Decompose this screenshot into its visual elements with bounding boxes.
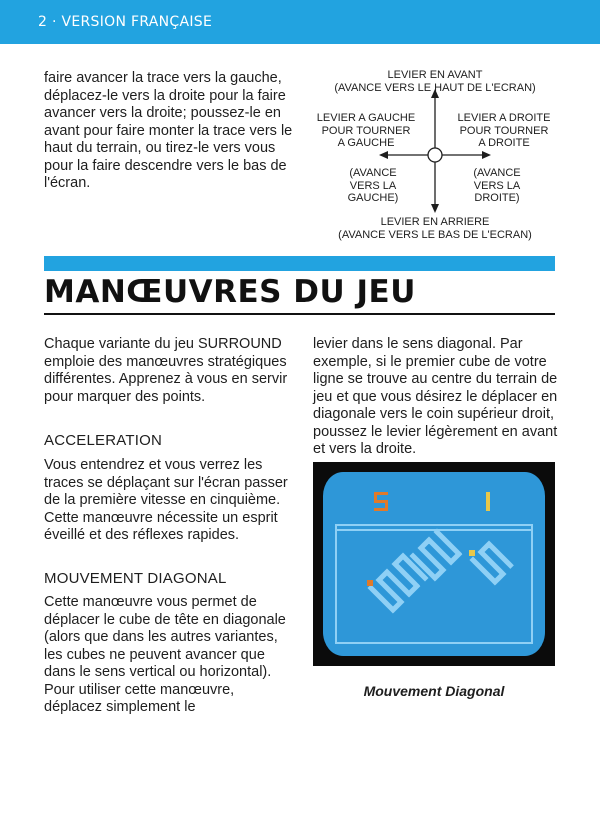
diagram-label-lower-left: (AVANCE VERS LA GAUCHE) — [347, 167, 399, 204]
diagonal-paragraph: Cette manœuvre vous permet de déplacer le cube de tête en diagonale (alors que dans les autres variantes, les cubes ne peuvent avancer que dans le sens vertical ou horizontal). Pour utiliser cette manœuvre, déplacez simplement le — [44, 594, 286, 715]
diagram-label-lower-right: (AVANCE VERS LA DROITE) — [473, 167, 521, 204]
title-underline — [44, 313, 555, 315]
figure-caption: Mouvement Diagonal — [363, 683, 505, 699]
intro-paragraph: faire avancer la trace vers la gauche, déplacez-le vers la droite pour la faire avancer vers la droite; poussez-le en avant pour faire monter la trace vers le haut du terrain, ou tirez-le vers vous pour la faire descendre vers le bas de l'écran. — [44, 70, 293, 191]
left-arrow-icon — [379, 151, 388, 159]
diagonal-trail — [371, 532, 511, 610]
section-title: MANŒUVRES DU JEU — [44, 274, 416, 310]
acceleration-heading: ACCELERATION — [44, 432, 162, 449]
score-left-digit — [374, 492, 388, 511]
arena-top-line-inner — [335, 529, 533, 531]
diagram-label-right: LEVIER A DROITE POUR TOURNER A DROITE — [457, 112, 551, 149]
down-arrow-icon — [431, 204, 439, 213]
arena-left-line — [335, 524, 337, 644]
right-column-paragraph: levier dans le sens diagonal. Par exemple, si le premier cube de votre ligne se trouve au centre du terrain de jeu et que vous désirez le déplacer en diagonale vers le coin supérieur droit, poussez le levier légèrement en avant et vers la droite. — [313, 336, 558, 457]
acceleration-paragraph: Vous entendrez et vous verrez les traces se déplaçant sur l'écran passer de la première vitesse en cinquième. Cette manœuvre nécessite un esprit éveillé et des réflexes rapides. — [44, 457, 288, 543]
arena-right-line — [531, 524, 533, 644]
diagonal-heading: MOUVEMENT DIAGONAL — [44, 570, 227, 587]
diagram-label-backward: LEVIER EN ARRIERE (AVANCE VERS LE BAS DE L'ECRAN) — [338, 216, 532, 241]
right-arrow-icon — [482, 151, 491, 159]
joystick-diagram — [300, 66, 570, 246]
game-screenshot — [313, 462, 555, 666]
joystick-center-circle — [428, 148, 442, 162]
page-header-label: 2 · VERSION FRANÇAISE — [38, 14, 213, 30]
game-playfield — [323, 472, 545, 656]
section-divider-bar — [44, 256, 555, 271]
arena-top-line — [335, 524, 533, 526]
header-bar — [0, 0, 600, 44]
arena-bottom-line — [335, 642, 533, 644]
score-right-digit — [486, 492, 490, 511]
player-right-head — [469, 550, 475, 556]
left-intro-paragraph: Chaque variante du jeu SURROUND emploie des manœuvres stratégiques différentes. Apprenez à vous en servir pour marquer des points. — [44, 336, 288, 405]
player-left-head — [367, 580, 373, 586]
diagram-label-forward: LEVIER EN AVANT (AVANCE VERS LE HAUT DE L'ECRAN) — [334, 69, 536, 94]
diagram-label-left: LEVIER A GAUCHE POUR TOURNER A GAUCHE — [316, 112, 416, 149]
game-screen — [323, 472, 545, 656]
